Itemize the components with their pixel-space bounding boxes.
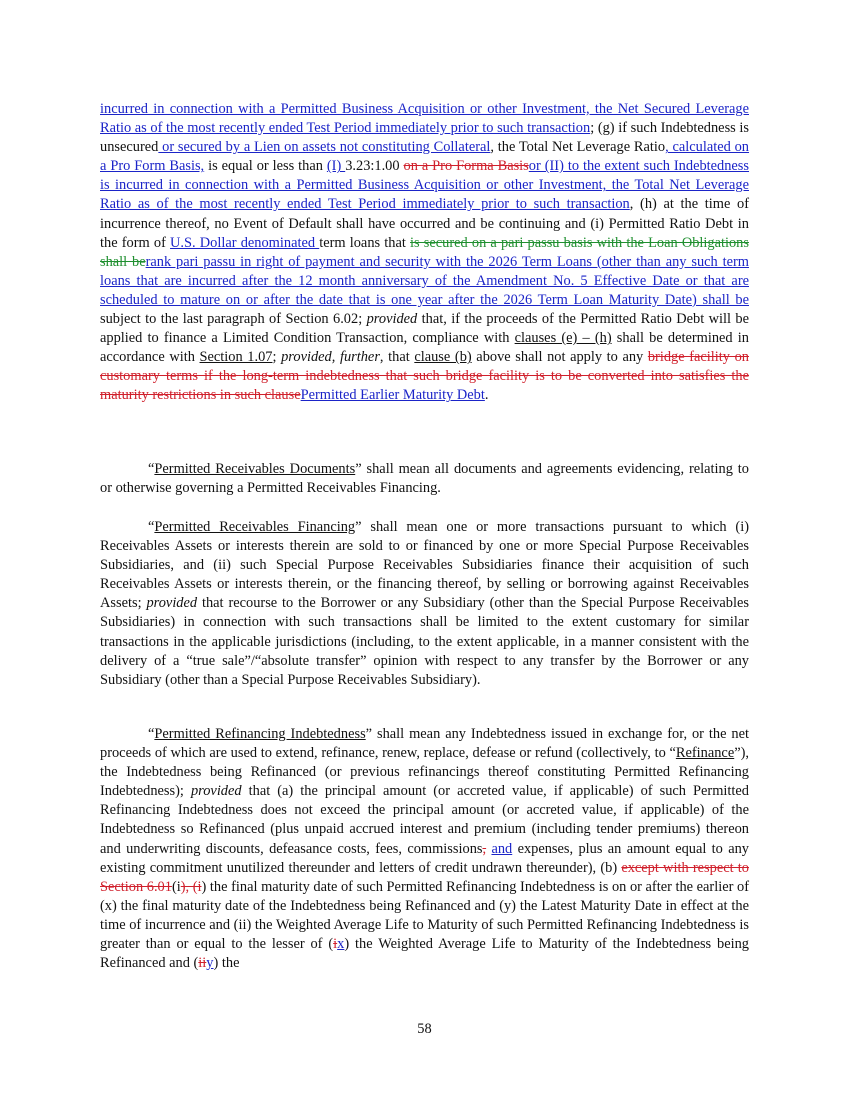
inserted-text: , calculated on a Pro Form Basis,	[100, 139, 750, 175]
inserted-text: y	[206, 955, 214, 972]
deleted-text: bridge facility on customary terms if the long-term indebtedness that such bridge facility is to be converted into satisfies the maturity restrictions in such clause	[100, 349, 749, 404]
inserted-text: U.S. Dollar denominated	[170, 234, 320, 251]
defined-term: Permitted Refinancing Indebtedness	[154, 726, 366, 742]
text: , that	[379, 349, 415, 366]
definition-permitted-receivables-documents	[100, 460, 749, 498]
italic-text: provided, further	[281, 349, 380, 366]
inserted-text: and	[491, 840, 513, 857]
inserted-text: or secured by a Lien on assets not constituting Collateral	[158, 139, 491, 156]
text: ”), the Indebtedness being Refinanced (or previous refinancings thereof constituting Permitted Refinancing Indebtedness);	[100, 745, 749, 800]
inserted-text: rank pari passu in right of payment and security with the 2026 Term Loans (other than any such term loans that are incurred after the 12 month anniversary of the Amendment No. 5 Effective Date or that are scheduled to mature on or after the date that is one year after the 2026 Term Loan Maturity Date) shall be	[100, 253, 749, 308]
text: is equal or less than	[204, 158, 327, 175]
page-number: 58	[417, 1021, 432, 1037]
text: “	[148, 726, 155, 742]
text: ) the Weighted Average Life to Maturity of the Indebtedness being Refinanced and (	[100, 936, 749, 972]
inserted-text: (I)	[326, 158, 346, 175]
text: ; (g) if such Indebtedness is unsecured	[100, 120, 749, 156]
text: 3.23:1.00	[345, 158, 404, 175]
text: ” shall mean one or more transactions pursuant to which (i) Receivables Assets or interests therein are sold to or financed by one or more Special Purpose Receivables Subsidiaries, and (ii) such Special Purpose Receivables Subsidiaries finance their acquisition of such Receivables Assets or interests therein, or the financing thereof, by selling or borrowing against Receivables Assets;	[100, 519, 749, 612]
deleted-text: except with respect to Section 6.01	[100, 859, 749, 895]
italic-text: provided	[146, 595, 198, 612]
clause-reference: clause (b)	[414, 349, 472, 366]
text: (i	[171, 878, 181, 895]
text: that recourse to the Borrower or any Subsidiary (other than the Special Purpose Receivables Subsidiaries) in connection with such transactions shall be limited to the extent customary for similar transactions in the applicable jurisdictions (including, to the extent applicable, in a manner consistent with the delivery of a “true sale”/“absolute transfer” opinion with respect to any transfer by the Borrower or any Subsidiary (other than a Special Purpose Receivables Subsidiary).	[100, 595, 749, 688]
text: subject to the last paragraph of Section 6.02;	[100, 311, 367, 328]
text: “	[148, 461, 155, 477]
definition-permitted-refinancing-indebtedness	[100, 725, 749, 973]
text: “	[148, 519, 155, 535]
section-reference: Section 1.07	[199, 349, 273, 366]
text: ) the	[213, 955, 240, 972]
text: that, if the proceeds of the Permitted Ratio Debt will be applied to finance a Limited Condition Transaction, compliance with	[100, 311, 749, 347]
text: ” shall mean any Indebtedness issued in exchange for, or the net proceeds of which are used to extend, refinance, renew, replace, defease or refund (collectively, to “	[100, 726, 749, 762]
moved-deleted-text: is secured on a pari passu basis with the Loan Obligations shall be	[100, 234, 749, 270]
defined-term: Permitted Receivables Financing	[154, 519, 356, 535]
inserted-text: or (II) to the extent such Indebtedness is incurred in connection with a Permitted Business Acquisition or other Investment, the Total Net Leverage Ratio as of the most recently ended Test Period immediately prior to such transaction	[100, 158, 750, 213]
deleted-text: ,	[482, 840, 487, 857]
text: , (h) at the time of incurrence thereof, no Event of Default shall have occurred and be continuing and (i) Permitted Ratio Debt in the form of	[100, 196, 749, 251]
deleted-text: ii	[198, 955, 207, 972]
italic-text: provided	[190, 783, 242, 800]
paragraph-indebtedness-conditions	[100, 100, 749, 406]
definition-permitted-receivables-financing	[100, 518, 749, 690]
text: ;	[272, 349, 282, 366]
text: ) the final maturity date of such Permitted Refinancing Indebtedness is on or after the earlier of (x) the final maturity date of the Indebtedness being Refinanced and (y) the Latest Maturity Date in effect at the time of incurrence and (ii) the Weighted Average Life to Maturity of such Permitted Refinancing Indebtedness is greater than or equal to the lesser of (	[100, 878, 749, 953]
text: above shall not apply to any	[471, 349, 648, 366]
italic-text: provided	[366, 311, 418, 328]
deleted-text: ), (i	[180, 878, 202, 895]
inserted-text: Permitted Earlier Maturity Debt	[300, 387, 485, 404]
text: term loans that	[319, 234, 411, 251]
clause-reference: clauses (e) – (h)	[514, 330, 612, 347]
text: that (a) the principal amount (or accreted value, if applicable) of such Permitted Refinancing Indebtedness does not exceed the principal amount (or accreted value, if applicable) of the Indebtedness so Refinanced (plus unpaid accrued interest and premium (including tender premiums) thereon and underwriting discounts, defeasance costs, fees, commissions	[100, 783, 749, 857]
text: , the Total Net Leverage Ratio	[490, 139, 666, 156]
text: .	[484, 387, 489, 404]
text: shall be determined in accordance with	[100, 330, 749, 366]
text: expenses, plus an amount equal to any existing commitment unutilized thereunder and letters of credit undrawn thereunder), (b)	[100, 840, 749, 876]
inserted-text: incurred in connection with a Permitted Business Acquisition or other Investment, the Net Secured Leverage Ratio as of the most recently ended Test Period immediately prior to such transaction	[100, 101, 749, 137]
deleted-text: i	[333, 936, 338, 953]
deleted-text: on a Pro Forma Basis	[403, 158, 529, 175]
defined-term: Refinance	[675, 745, 735, 762]
defined-term: Permitted Receivables Documents	[154, 461, 356, 477]
inserted-text: x	[337, 936, 345, 953]
text: ” shall mean all documents and agreements evidencing, relating to or otherwise governing a Permitted Receivables Financing.	[100, 461, 749, 497]
